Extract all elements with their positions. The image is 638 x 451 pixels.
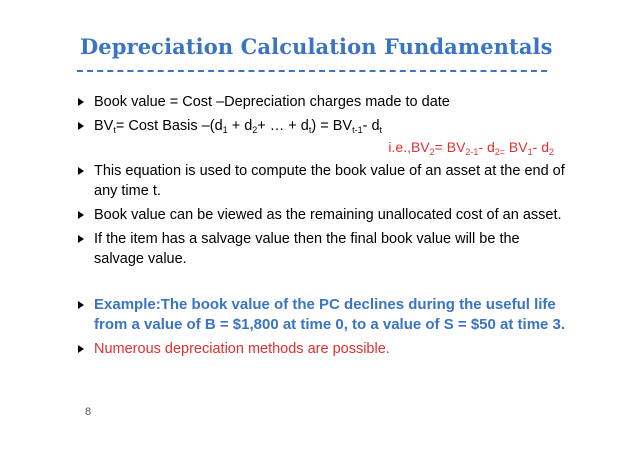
bullet-book-value-definition <box>72 92 572 112</box>
bullet-unallocated-cost <box>72 205 572 225</box>
bullet-arrow-icon <box>78 122 84 130</box>
slide-title: Depreciation Calculation Fundamentals <box>80 34 553 59</box>
bullet-salvage-value <box>72 229 572 269</box>
section-spacer <box>72 273 572 295</box>
slide-body <box>72 92 572 363</box>
bullet-arrow-icon <box>78 235 84 243</box>
formula-example-line: $i.e.,BV_2= BV_{2-1}-$ $d_{2=}$ $BV_1-$ $d_2$ <box>388 139 554 157</box>
bullet-arrow-icon <box>78 211 84 219</box>
title-divider <box>77 70 547 72</box>
bullet-book-value-formula <box>72 116 572 136</box>
example-text: Example:The book value of the PC declines during the useful life from a value of B = $1,800 at time 0, to a value of S = $50 at time 3. <box>94 296 566 333</box>
bullet-pc-example <box>72 295 572 335</box>
bullet-arrow-icon <box>78 167 84 175</box>
bullet-arrow-icon <box>78 345 84 353</box>
bullet-text: Numerous depreciation methods are possible. <box>94 341 390 357</box>
bullet-arrow-icon <box>78 301 84 309</box>
bullet-text: This equation is used to compute the book value of an asset at the end of any time t. <box>94 163 565 199</box>
bullet-depreciation-methods <box>72 339 572 359</box>
bullet-arrow-icon <box>78 98 84 106</box>
bullet-equation-purpose <box>72 161 572 201</box>
bullet-text: If the item has a salvage value then the final book value will be the salvage value. <box>94 231 520 267</box>
formula-text: $BV_t=$ Cost Basis $-(d_1 + d_2+$ … + $d_t) = BV_{t-1}-$ $d_t$ <box>94 118 383 135</box>
page-number: 8 <box>85 406 92 418</box>
bullet-text: Book value can be viewed as the remaining unallocated cost of an asset. <box>94 207 562 223</box>
bullet-text: Book value = Cost –Depreciation charges made to date <box>94 94 450 110</box>
